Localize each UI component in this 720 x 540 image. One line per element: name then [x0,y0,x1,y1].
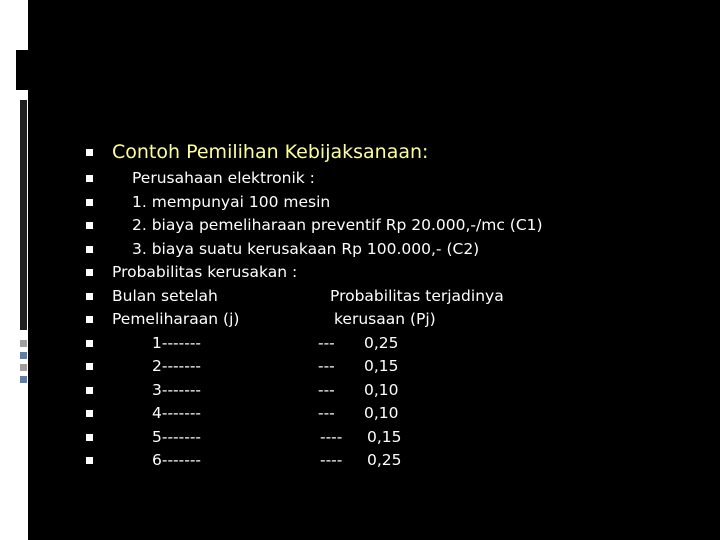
square-bullet-icon [86,340,93,347]
row-dash: --- [318,380,335,399]
square-bullet-icon [86,293,93,300]
row-month: 2------- [152,357,202,375]
intro-line [80,191,700,215]
row-dash: ---- [320,451,343,469]
table-row [80,355,700,379]
table-row [80,379,700,403]
square-bullet-icon [86,457,93,464]
header-right: Probabilitas terjadinya [330,286,504,305]
prob-label: Probabilitas kerusakan : [112,263,298,281]
row-month: 5------- [152,427,202,446]
decor-square-gray [20,340,27,347]
square-bullet-icon [86,149,93,156]
row-dash: ---- [320,427,343,446]
decor-bar [20,100,27,330]
header-right: kerusaan (Pj) [334,310,436,328]
slide-title-line [80,138,700,167]
row-prob: 0,10 [364,380,399,399]
square-bullet-icon [86,434,93,441]
square-bullet-icon [86,246,93,253]
row-month: 4------- [152,404,202,422]
header-left: Bulan setelah [112,286,218,305]
decor-block [16,50,30,90]
row-prob: 0,10 [364,404,399,422]
prob-label-line [80,261,700,285]
slide-title: Contoh Pemilihan Kebijaksanaan: [112,141,429,163]
square-bullet-icon [86,269,93,276]
intro-text: 2. biaya pemeliharaan preventif Rp 20.000,-/mc (C1) [132,216,543,234]
intro-line [80,238,700,262]
square-bullet-icon [86,316,93,323]
header-left: Pemeliharaan (j) [112,310,240,328]
intro-text: Perusahaan elektronik : [132,169,315,187]
intro-line [80,214,700,238]
table-header-line [80,285,700,309]
row-month: 1------- [152,333,202,352]
table-row [80,402,700,426]
square-bullet-icon [86,222,93,229]
row-prob: 0,15 [367,427,402,446]
row-dash: --- [318,333,335,352]
decor-square-blue-2 [20,376,27,383]
square-bullet-icon [86,410,93,417]
table-row [80,332,700,356]
square-bullet-icon [86,363,93,370]
table-header-line [80,308,700,332]
square-bullet-icon [86,175,93,182]
intro-line [80,167,700,191]
intro-text: 1. mempunyai 100 mesin [132,192,331,211]
row-prob: 0,25 [364,333,399,352]
row-dash: --- [318,404,335,422]
table-row [80,449,700,473]
row-prob: 0,15 [364,357,399,375]
decor-square-blue [20,352,27,359]
square-bullet-icon [86,387,93,394]
row-month: 3------- [152,380,202,399]
row-dash: --- [318,357,335,375]
row-prob: 0,25 [367,451,402,469]
slide-content [80,138,700,473]
square-bullet-icon [86,199,93,206]
row-month: 6------- [152,451,202,469]
decor-square-gray-2 [20,364,27,371]
intro-text: 3. biaya suatu kerusakaan Rp 100.000,- (C2) [132,239,480,258]
table-row [80,426,700,450]
